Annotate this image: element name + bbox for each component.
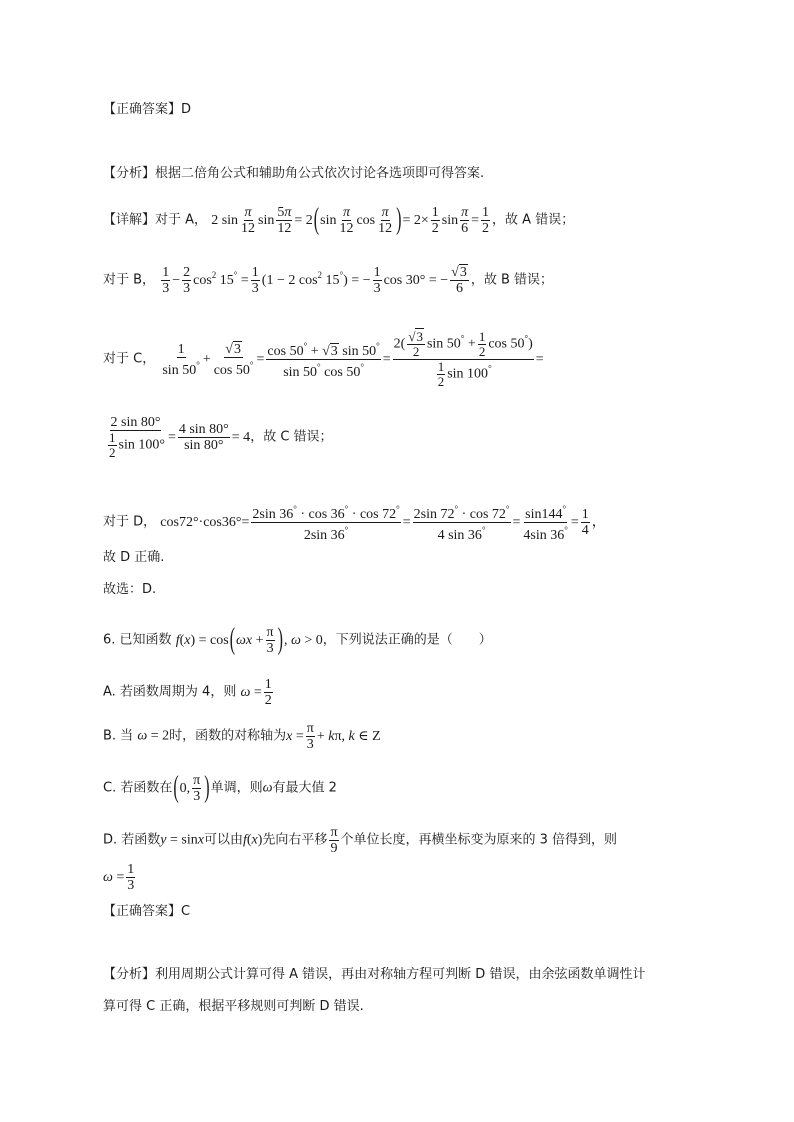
formula-option-d-1: y = sinx xyxy=(160,832,204,848)
q6-option-b xyxy=(103,721,381,752)
stem-suffix: ，下列说法正确的是（ ） xyxy=(322,632,492,648)
q6-option-d xyxy=(103,825,617,856)
q5-analysis xyxy=(103,165,484,183)
option-b-suffix: ，故 B 错误； xyxy=(470,272,554,288)
choose-text: 故选：D. xyxy=(103,582,157,597)
q5-detail-c xyxy=(103,330,544,389)
option-a-suffix: ，故 A 错误； xyxy=(492,212,575,228)
q5-d-conclusion xyxy=(103,549,164,567)
formula-option-d-3: $\frac{\pi}{9}$ xyxy=(330,825,338,856)
analysis-label: 【分析】 xyxy=(103,967,156,982)
option-a-text: A. 若函数周期为 4，则 xyxy=(103,684,237,700)
formula-d: cos72°·cos36°= $\frac{2\sin 36^\circ \cdot \cos 36^\circ \cdot \cos 72^\circ}{2\sin 36^\circ}$ = $\frac{2\sin 72^\circ \cdot \cos 72^\circ}{4 \sin 36^\circ}$ = $\frac{\sin 144^\circ}{4\sin 36^\circ}$ = $\frac{1}{4}$ ， xyxy=(160,504,606,543)
q6-analysis xyxy=(103,966,645,984)
answer-label: 【正确答案】 xyxy=(103,102,182,117)
analysis-text: 根据二倍角公式和辅助角公式依次讨论各选项即可得答案. xyxy=(155,166,485,181)
q6-answer xyxy=(103,903,190,921)
q5-detail-b xyxy=(103,265,553,296)
option-d-mid1: 可以由 xyxy=(203,832,243,848)
answer-value: D xyxy=(181,102,192,117)
stem-prefix: 6. 已知函数 xyxy=(103,632,172,648)
option-c-prefix: 对于 C， xyxy=(103,351,156,367)
option-c-suffix: ，故 C 错误； xyxy=(250,429,333,445)
formula-b: $\frac{1}{3}$ − $\frac{2}{3}$ $\cos^2 15^\circ$ = $\frac{1}{3}$ (1 − 2 $\cos^2 15^\circ$) = − $\frac{1}{3}$ cos 30° = − $\frac{√3}{6}$ xyxy=(162,265,467,296)
option-d-prefix: 对于 D， xyxy=(103,514,157,530)
formula-option-d-2: f(x) xyxy=(242,832,263,848)
q6-option-d-cont xyxy=(103,862,137,893)
option-b-mid: 时，函数的对称轴为 xyxy=(169,728,287,744)
d-conclusion-text: 故 D 正确. xyxy=(103,550,165,565)
formula-option-d-4: ω = $\frac{1}{3}$ xyxy=(103,862,135,893)
analysis-line-2: 算可得 C 正确，根据平移规则可判断 D 错误. xyxy=(103,999,364,1014)
option-b-prefix: 对于 B， xyxy=(103,272,156,288)
formula-option-a: ω = $\frac{1}{2}$ xyxy=(240,677,272,708)
option-d-mid2: 先向右平移 xyxy=(262,832,328,848)
detail-label: 【详解】 xyxy=(103,212,156,228)
option-c-prefix: C. 若函数在 xyxy=(103,780,173,796)
q5-detail-c-cont xyxy=(103,415,333,460)
option-a-prefix: 对于 A， xyxy=(155,212,208,228)
analysis-label: 【分析】 xyxy=(103,166,156,181)
q6-analysis-cont xyxy=(103,998,364,1016)
option-d-mid3: 个单位长度，再横坐标变为原来的 3 倍得到，则 xyxy=(340,832,618,848)
formula-option-c: (0, $\frac{\pi}{3}$ ) xyxy=(173,771,210,804)
option-c-end: 有最大值 2 xyxy=(272,780,337,796)
formula-option-b-2: x = $\frac{\pi}{3}$ + kπ, k ∈ Z xyxy=(286,721,381,752)
formula-stem: f(x) = cos(ωx + $\frac{\pi}{3}$ ), ω > 0 xyxy=(175,623,323,656)
formula-omega: ω xyxy=(262,780,273,796)
q5-answer xyxy=(103,101,191,119)
formula-option-b-1: ω = 2 xyxy=(137,728,170,744)
q6-option-a xyxy=(103,677,275,708)
q6-option-c xyxy=(103,773,337,804)
option-c-suffix: 单调，则 xyxy=(210,780,263,796)
answer-value: C xyxy=(181,904,191,919)
formula-c: $\frac{1}{\sin 50^\circ}$ + $\frac{√3}{\cos 50^\circ}$ = $\frac{\cos 50^\circ + √3 \sin 50^\circ}{\sin 50^\circ \cos 50^\circ}$ = 2( $\frac{√3}{2}$ sin 50° + $\frac{1}{2}$ cos 50°) $\frac{1}{2}$ sin 100° = xyxy=(162,329,544,389)
q5-detail-d xyxy=(103,502,606,543)
formula-c-continued: 2 sin 80° $\frac{1}{2}$ sin 100° = $\frac{4 \sin 80^\circ}{\sin 80^\circ}$ = 4 xyxy=(109,415,251,460)
q6-stem xyxy=(103,625,492,656)
answer-label: 【正确答案】 xyxy=(103,904,182,919)
option-b-prefix: B. 当 xyxy=(103,728,134,744)
q5-choose xyxy=(103,581,156,599)
q5-detail-a xyxy=(103,205,574,236)
analysis-line-1: 利用周期公式计算可得 A 错误，再由对称轴方程可判断 D 错误，由余弦函数单调性计 xyxy=(155,967,646,982)
option-d-prefix: D. 若函数 xyxy=(103,832,161,848)
formula-a: 2 sin $\frac{\pi}{12}$ sin $\frac{5\pi}{12}$ = 2(sin $\frac{\pi}{12}$ cos $\frac{\pi}{12}$ )= 2× $\frac{1}{2}$ sin $\frac{\pi}{6}$ = $\frac{1}{2}$ xyxy=(211,203,490,236)
